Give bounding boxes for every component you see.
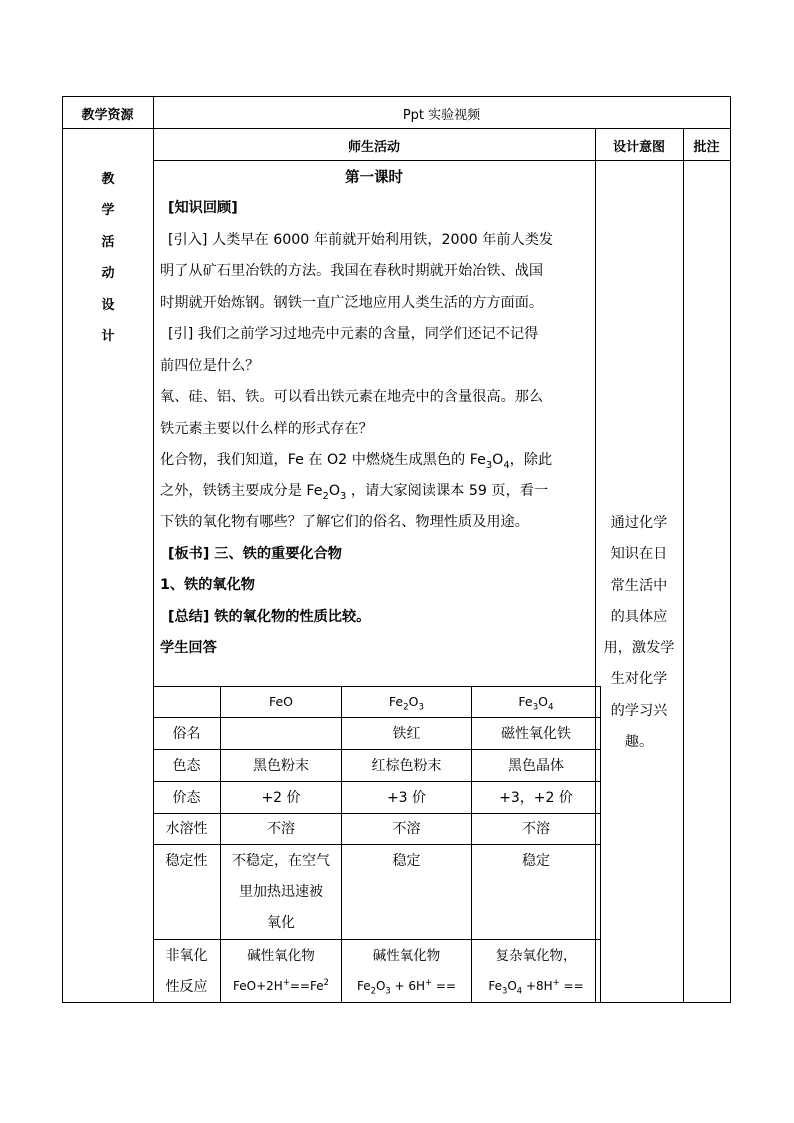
intro-paragraph-line: [引入] 人类早在 6000 年前就开始利用铁，2000 年前人类发	[168, 232, 554, 248]
formula-part: O	[507, 979, 517, 993]
formula-part: ==	[432, 979, 457, 993]
oxide-cell: 红棕色粉末	[371, 758, 442, 774]
subscript: 3	[340, 490, 347, 502]
oxide-row-label: 稳定性	[165, 853, 208, 869]
formula-part: O	[538, 694, 549, 709]
oxide-row-label: 水溶性	[165, 821, 208, 837]
oxide-cell: 黑色晶体	[508, 758, 564, 774]
answer-line: 铁元素主要以什么样的形式存在？	[160, 421, 373, 437]
oxide-row-label: 价态	[172, 790, 201, 806]
compound-text: 化合物，我们知道，Fe 在 O2 中燃烧生成黑色的 Fe	[160, 452, 486, 468]
activity-column-divider	[595, 128, 596, 1003]
reaction-equation	[342, 976, 471, 996]
table-top-border	[62, 96, 731, 97]
reaction-equation	[221, 976, 341, 996]
notes-label: 批注	[693, 140, 720, 155]
formula-part: ==	[559, 979, 584, 993]
section-heading: 1、铁的氧化物	[160, 577, 255, 593]
oxide-header-fe2o3	[342, 692, 471, 712]
subscript: 4	[503, 459, 510, 471]
oxide-cell-line: 里加热迅速被	[239, 884, 323, 900]
oxide-cell-line: 碱性氧化物	[247, 948, 315, 964]
board-heading: [板书] 三、铁的重要化合物	[168, 546, 342, 562]
subscript: 3	[485, 459, 493, 471]
formula-part: FeO+2H	[233, 979, 283, 993]
header-row-divider	[62, 128, 731, 129]
reaction-equation	[472, 976, 600, 996]
answer-line: 氧、硅、铝、铁。可以看出铁元素在地壳中的含量很高。那么	[160, 389, 544, 405]
side-title-char: 教	[101, 172, 115, 187]
oxide-cell-line: 复杂氧化物，	[495, 948, 577, 964]
intent-line: 趣。	[624, 734, 654, 751]
oxide-cell-line: 氧化	[267, 915, 295, 931]
subscript: 4	[516, 985, 523, 996]
subscript: 3	[502, 985, 508, 996]
superscript: +	[552, 977, 560, 987]
knowledge-review-heading: [知识回顾]	[168, 200, 238, 216]
student-answer-label: 学生回答	[160, 640, 217, 656]
oxide-cell: 不溶	[392, 821, 421, 837]
subscript: 3	[418, 702, 425, 713]
side-title-char: 计	[101, 329, 115, 344]
formula-part: O	[408, 694, 419, 709]
formula-part: Fe	[388, 694, 404, 709]
side-title-char: 设	[101, 298, 115, 313]
oxide-cell-line: 碱性氧化物	[372, 948, 441, 964]
intent-column-divider	[683, 128, 684, 1003]
side-title-char: 活	[101, 235, 115, 250]
lesson-title: 第一课时	[345, 170, 403, 186]
table-left-border	[62, 96, 63, 1003]
superscript: +	[425, 977, 433, 987]
compound-line	[160, 450, 590, 470]
rust-text: ，请大家阅读课本 59 页，看一	[346, 483, 549, 499]
oxide-cell: +3 价	[386, 790, 427, 806]
intent-line: 的学习兴	[610, 702, 668, 719]
superscript: +	[282, 977, 290, 987]
oxide-cell: 黑色粉末	[253, 758, 309, 774]
oxide-cell	[472, 946, 600, 996]
oxide-row-label	[153, 941, 220, 1003]
subscript: 3	[385, 985, 391, 996]
formula-part: O	[283, 694, 294, 709]
table-right-border	[730, 96, 731, 1003]
oxide-row-label: 色态	[172, 758, 201, 774]
rust-line	[160, 481, 590, 501]
formula-part: Fe	[356, 979, 371, 993]
oxide-row-label-line: 性反应	[165, 979, 208, 995]
oxide-cell: +2 价	[261, 790, 301, 806]
oxide-cell: 铁红	[392, 726, 421, 742]
formula-part: Fe	[488, 979, 502, 993]
question-line: 前四位是什么？	[160, 358, 260, 374]
intro-paragraph-line: 时期就开始炼钢。钢铁一直广泛地应用人类生活的方方面面。	[160, 295, 544, 311]
oxide-cell	[342, 946, 471, 996]
intent-line: 常生活中	[610, 577, 668, 594]
rust-text: 之外，铁锈主要成分是 Fe	[160, 483, 323, 499]
intent-line: 生对化学	[610, 671, 668, 688]
intent-line: 知识在日	[610, 546, 668, 563]
intent-line: 通过化学	[610, 515, 668, 531]
formula-part: +8H	[522, 979, 553, 993]
oxide-header-feo	[221, 692, 341, 712]
question-line: [引] 我们之前学习过地壳中元素的含量，同学们还记不记得	[168, 326, 539, 342]
reading-line: 下铁的氧化物有哪些？了解它们的俗名、物理性质及用途。	[160, 514, 529, 530]
oxide-cell	[221, 846, 341, 939]
oxide-cell-line: 不稳定，在空气	[232, 853, 330, 869]
oxide-cell: 稳定	[522, 853, 550, 869]
oxide-cell: 不溶	[522, 821, 550, 837]
formula-part: O	[328, 483, 340, 499]
resources-value: Ppt 实验视频	[402, 108, 481, 123]
activity-header-divider	[153, 160, 731, 161]
side-title-char: 动	[101, 266, 115, 281]
subscript: 2	[322, 490, 329, 502]
formula-part: Fe	[518, 694, 533, 709]
intent-label: 设计意图	[612, 140, 665, 155]
activities-label: 师生活动	[347, 140, 400, 155]
intent-line: 用，激发学	[603, 640, 675, 657]
side-title-char: 学	[101, 203, 115, 218]
oxide-row-label-line: 非氧化	[165, 948, 208, 964]
oxide-cell: 磁性氧化铁	[501, 726, 571, 742]
formula-part: O	[492, 452, 504, 468]
formula-part: ==Fe	[289, 979, 324, 993]
subscript: 4	[548, 702, 554, 713]
subscript: 2	[403, 702, 409, 713]
design-intent-text	[600, 508, 678, 758]
subscript: 2	[370, 985, 376, 996]
superscript: 2	[323, 977, 329, 987]
oxide-cell: 稳定	[392, 853, 421, 869]
oxide-table-right-border	[600, 686, 601, 1002]
oxide-cell: +3，+2 价	[499, 790, 573, 806]
oxide-cell: 不溶	[267, 821, 295, 837]
resources-label: 教学资源	[81, 108, 134, 123]
formula-part: Fe	[268, 694, 284, 709]
summary-heading: [总结] 铁的氧化物的性质比较。	[168, 609, 371, 625]
subscript: 3	[532, 702, 539, 713]
oxide-header-fe3o4	[472, 692, 600, 712]
intent-line: 的具体应	[610, 608, 668, 625]
formula-part: O	[375, 979, 386, 993]
oxide-cell	[221, 946, 341, 996]
formula-part: + 6H	[390, 979, 426, 993]
oxide-row-label: 俗名	[172, 726, 201, 742]
intro-paragraph-line: 明了从矿石里冶铁的方法。我国在春秋时期就开始冶铁、战国	[160, 263, 544, 279]
compound-text: ，除此	[509, 452, 553, 468]
